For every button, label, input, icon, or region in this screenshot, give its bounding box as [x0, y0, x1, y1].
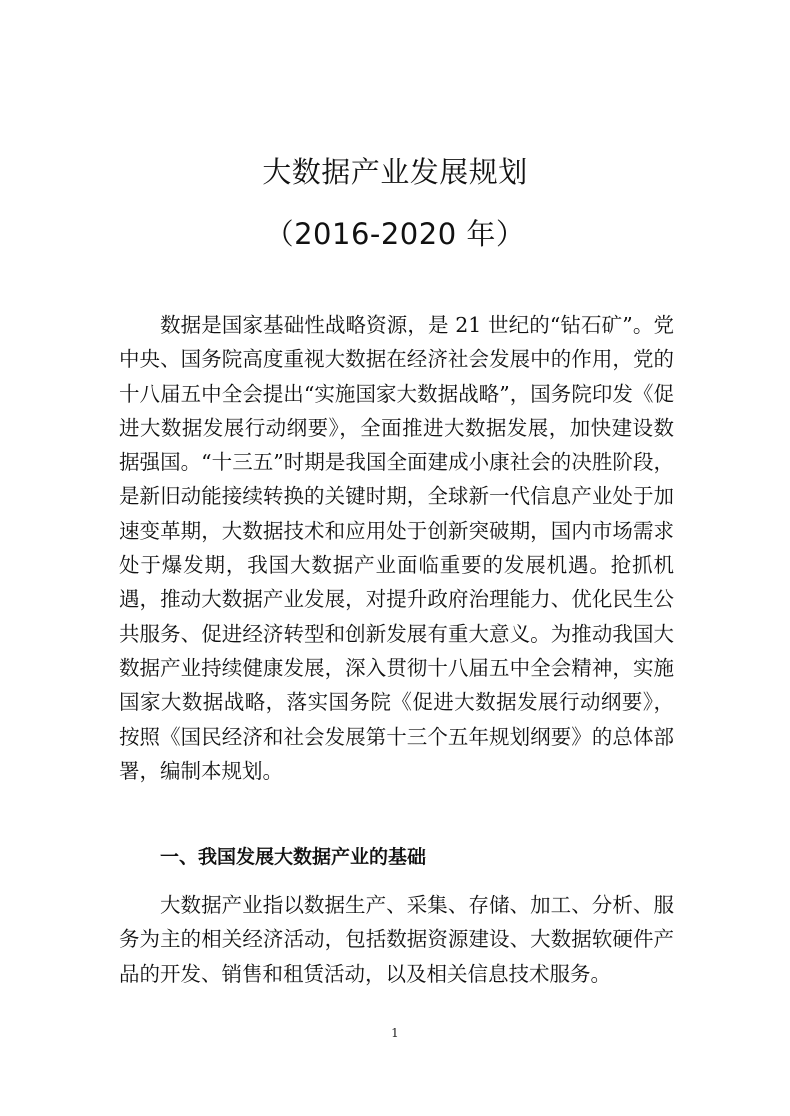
intro-paragraph: 数据是国家基础性战略资源，是 21 世纪的“钻石矿”。党中央、国务院高度重视大数据在经济社会发展中的作用，党的十八届五中全会提出“实施国家大数据战略”，国务院印发《促进大数据发展行动纲要》，全面推进大数据发展，加快建设数据强国。“十三五”时期是我国全面建成小康社会的决胜阶段，是新旧动能接续转换的关键时期，全球新一代信息产业处于加速变革期，大数据技术和应用处于创新突破期，国内市场需求处于爆发期，我国大数据产业面临重要的发展机遇。抢抓机遇，推动大数据产业发展，对提升政府治理能力、优化民生公共服务、促进经济转型和创新发展有重大意义。为推动我国大数据产业持续健康发展，深入贯彻十八届五中全会精神，实施国家大数据战略，落实国务院《促进大数据发展行动纲要》，按照《国民经济和社会发展第十三个五年规划纲要》的总体部署，编制本规划。	[119, 313, 674, 783]
section-heading: 一、我国发展大数据产业的基础	[160, 846, 427, 868]
section-paragraph: 大数据产业指以数据生产、采集、存储、加工、分析、服务为主的相关经济活动，包括数据资源建设、大数据软硬件产品的开发、销售和租赁活动，以及相关信息技术服务。	[119, 893, 674, 986]
page-title: 大数据产业发展规划	[262, 155, 528, 189]
page-subtitle: （2016-2020 年）	[264, 217, 526, 251]
page-number: 1	[391, 1026, 399, 1040]
